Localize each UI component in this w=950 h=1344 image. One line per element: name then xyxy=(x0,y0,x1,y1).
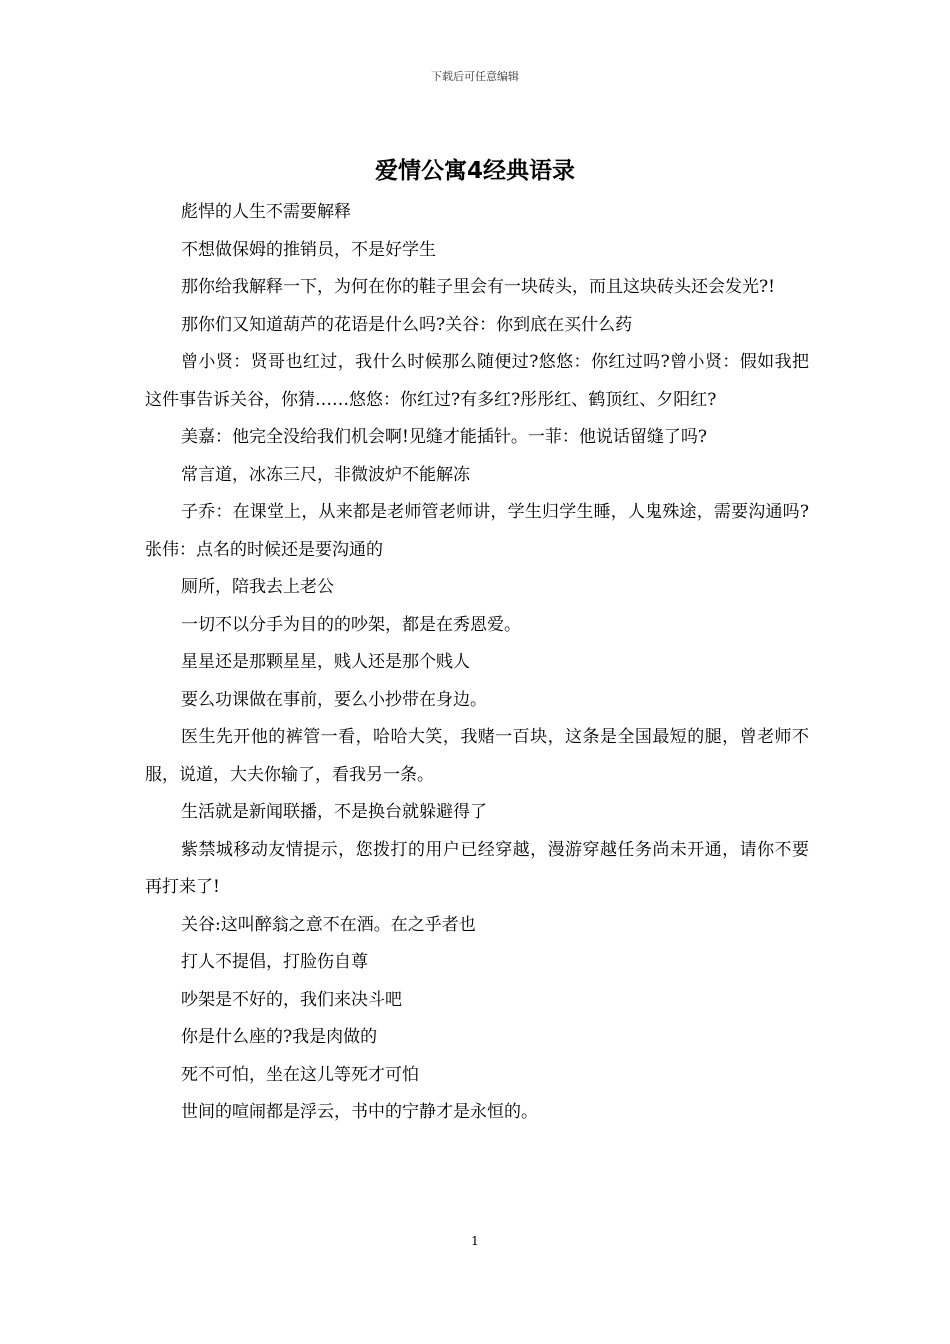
paragraph: 彪悍的人生不需要解释 xyxy=(181,202,351,222)
paragraph: 你是什么座的?我是肉做的 xyxy=(181,1027,378,1047)
paragraph: 要么功课做在事前，要么小抄带在身边。 xyxy=(181,689,487,710)
paragraph: 美嘉：他完全没给我们机会啊!见缝才能插针。一菲：他说话留缝了吗? xyxy=(181,427,707,447)
paragraph: 死不可怕，坐在这儿等死才可怕 xyxy=(181,1064,419,1085)
paragraph: 常言道，冰冻三尺，非微波炉不能解冻 xyxy=(181,464,470,485)
paragraph: 那你给我解释一下，为何在你的鞋子里会有一块砖头，而且这块砖头还会发光?! xyxy=(181,277,775,297)
paragraph: 星星还是那颗星星，贱人还是那个贱人 xyxy=(181,652,470,672)
paragraph: 关谷:这叫醉翁之意不在酒。在之乎者也 xyxy=(181,914,476,935)
document-body xyxy=(145,194,809,1132)
paragraph: 那你们又知道葫芦的花语是什么吗?关谷：你到底在买什么药 xyxy=(181,314,633,335)
page-number: 1 xyxy=(471,1234,479,1248)
paragraph: 曾小贤：贤哥也红过，我什么时候那么随便过?悠悠：你红过吗?曾小贤：假如我把这件事告诉关谷，你猜……悠悠：你红过?有多红?彤彤红、鹤顶红、夕阳红? xyxy=(145,352,809,410)
paragraph: 生活就是新闻联播，不是换台就躲避得了 xyxy=(181,802,487,822)
paragraph: 子乔：在课堂上，从来都是老师管老师讲，学生归学生睡，人鬼殊途，需要沟通吗?张伟：点名的时候还是要沟通的 xyxy=(145,502,809,560)
header-note: 下载后可任意编辑 xyxy=(431,70,519,83)
paragraph: 打人不提倡，打脸伤自尊 xyxy=(181,952,368,972)
paragraph: 吵架是不好的，我们来决斗吧 xyxy=(181,989,402,1010)
paragraph: 厕所，陪我去上老公 xyxy=(181,577,334,597)
paragraph: 世间的喧闹都是浮云，书中的宁静才是永恒的。 xyxy=(181,1102,538,1122)
paragraph: 一切不以分手为目的的吵架，都是在秀恩爱。 xyxy=(181,614,521,635)
paragraph: 紫禁城移动友情提示，您拨打的用户已经穿越，漫游穿越任务尚未开通，请你不要再打来了! xyxy=(145,839,809,897)
paragraph: 医生先开他的裤管一看，哈哈大笑，我赌一百块，这条是全国最短的腿，曾老师不服，说道，大夫你输了，看我另一条。 xyxy=(145,727,809,785)
document-title: 爱情公寓4经典语录 xyxy=(374,158,575,184)
paragraph: 不想做保姆的推销员，不是好学生 xyxy=(181,239,436,260)
